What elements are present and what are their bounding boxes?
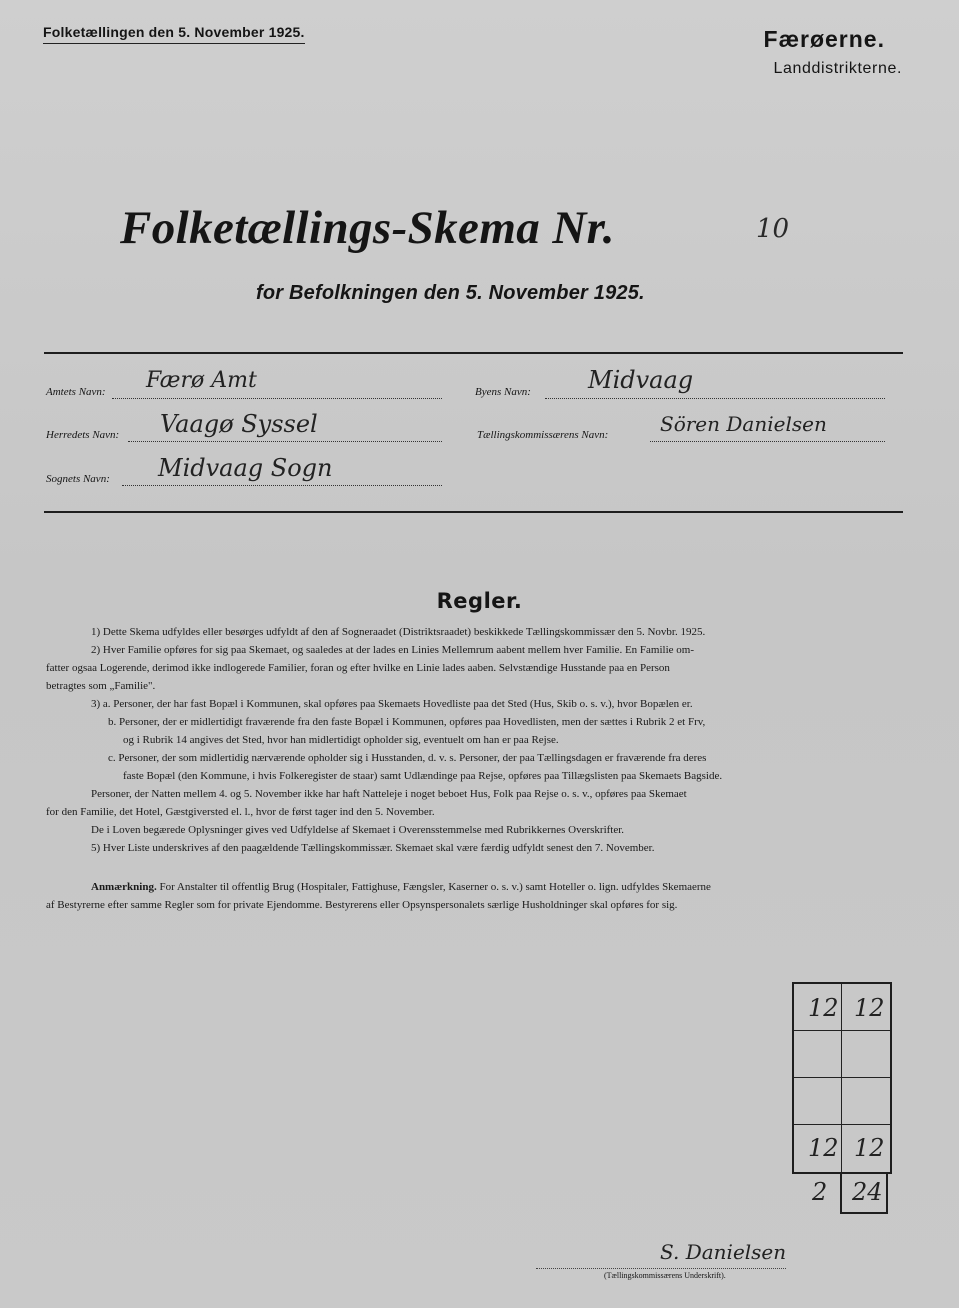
rule-line: c. Personer, der som midlertidig nærværende opholder sig i Husstanden, d. v. s. Personer, der paa Tællingsdagen er fraværende fra deres xyxy=(108,752,707,764)
form-subtitle: for Befolkningen den 5. November 1925. xyxy=(256,282,645,304)
tally-cell xyxy=(842,1078,890,1125)
tally-grid xyxy=(792,982,892,1174)
rule-line: fatter ogsaa Logerende, derimod ikke indlogerede Familier, foran og efter hvilke en Linie lades aaben. Selvstændige Husstande paa en Person xyxy=(46,662,670,674)
tally-total: 24 xyxy=(852,1178,883,1206)
sogn-value: Midvaag Sogn xyxy=(158,454,333,482)
rules-heading: Regler. xyxy=(436,589,523,613)
rule-line: De i Loven begærede Oplysninger gives ved Udfyldelse af Skemaet i Overensstemmelse med Rubrikkernes Overskrifter. xyxy=(91,824,625,836)
region-subtitle: Landdistrikterne. xyxy=(773,60,902,77)
form-number: 10 xyxy=(756,214,790,244)
kommissaer-value: Sören Danielsen xyxy=(660,412,827,436)
by-line xyxy=(545,398,885,399)
note-label: Anmærkning. xyxy=(91,881,157,893)
rule-line: betragtes som „Familie". xyxy=(46,680,156,692)
note-line-1 xyxy=(91,878,711,897)
herred-label: Herredets Navn: xyxy=(46,429,120,441)
tally-cell xyxy=(842,1031,890,1078)
herred-line xyxy=(128,441,442,442)
rule-line: 5) Hver Liste underskrives af den paagældende Tællingskommissær. Skemaet skal være færdig udfyldt senest den 7. November. xyxy=(91,842,655,854)
amt-line xyxy=(112,398,442,399)
top-divider xyxy=(44,352,903,354)
amt-label: Amtets Navn: xyxy=(46,386,106,398)
amt-value: Færø Amt xyxy=(146,368,257,393)
rule-line: Personer, der Natten mellem 4. og 5. November ikke har haft Natteleje i noget beboet Hus, Folk paa Rejse o. s. v., opføres paa Skemaet xyxy=(91,788,687,800)
rule-line: 3) a. Personer, der har fast Bopæl i Kommunen, skal opføres paa Skemaets Hovedliste paa det Sted (Hus, Skib o. s. v.), hvor Bopælen er. xyxy=(91,698,693,710)
tally-value: 12 xyxy=(808,1134,839,1162)
rule-line: 2) Hver Familie opføres for sig paa Skemaet, og saaledes at der lades en Linies Mellemrum aabent mellem hver Familie. En Familie om- xyxy=(91,644,694,656)
tally-value: 12 xyxy=(854,1134,885,1162)
tally-cell xyxy=(794,1078,842,1125)
herred-value: Vaagø Syssel xyxy=(160,410,318,438)
tally-total-box xyxy=(840,1172,888,1214)
note-line-2: af Bestyrerne efter samme Regler som for private Ejendomme. Bestyrerens eller Opsynspersonalets særlige Husholdninger skal opføres for sig. xyxy=(46,899,678,911)
rule-line: 1) Dette Skema udfyldes eller besørges udfyldt af den af Sogneraadet (Distriktsraadet) beskikkede Tællingskommissær den 5. Novbr. 1925. xyxy=(91,626,706,638)
kommissaer-label: Tællingskommissærens Navn: xyxy=(477,429,609,441)
bottom-divider xyxy=(44,511,903,513)
tally-cell xyxy=(794,1031,842,1078)
by-label: Byens Navn: xyxy=(475,386,531,398)
census-date-header: Folketællingen den 5. November 1925. xyxy=(43,24,305,44)
signature-caption: (Tællingskommissærens Underskrift). xyxy=(604,1271,726,1280)
rule-line: b. Personer, der er midlertidigt fraværende fra den faste Bopæl i Kommunen, opføres paa Hovedlisten, men der sættes i Rubrik 2 et Frv, xyxy=(108,716,706,728)
signature-value: S. Danielsen xyxy=(660,1240,787,1264)
rule-line: og i Rubrik 14 angives det Sted, hvor han midlertidigt opholder sig, eventuelt om han er paa Rejse. xyxy=(123,734,559,746)
signature-line xyxy=(536,1268,786,1269)
sogn-label: Sognets Navn: xyxy=(46,473,110,485)
tally-value: 12 xyxy=(854,994,885,1022)
tally-value: 12 xyxy=(808,994,839,1022)
kommissaer-line xyxy=(650,441,885,442)
rule-line: faste Bopæl (den Kommune, i hvis Folkeregister de staar) samt Udlændinge paa Rejse, opføres paa Tillægslisten paa Skemaets Bagside. xyxy=(123,770,723,782)
form-title: Folketællings-Skema Nr. xyxy=(120,202,615,254)
region-title: Færøerne. xyxy=(763,26,885,52)
sogn-line xyxy=(122,485,442,486)
tally-total: 2 xyxy=(812,1178,828,1206)
by-value: Midvaag xyxy=(588,366,694,394)
note-text: For Anstalter til offentlig Brug (Hospitaler, Fattighuse, Fængsler, Kaserner o. s. v.) samt Hoteller o. lign. udfyldes Skemaerne xyxy=(159,881,711,893)
rule-line: for den Familie, det Hotel, Gæstgiversted el. l., hvor de først tager ind den 5. November. xyxy=(46,806,435,818)
